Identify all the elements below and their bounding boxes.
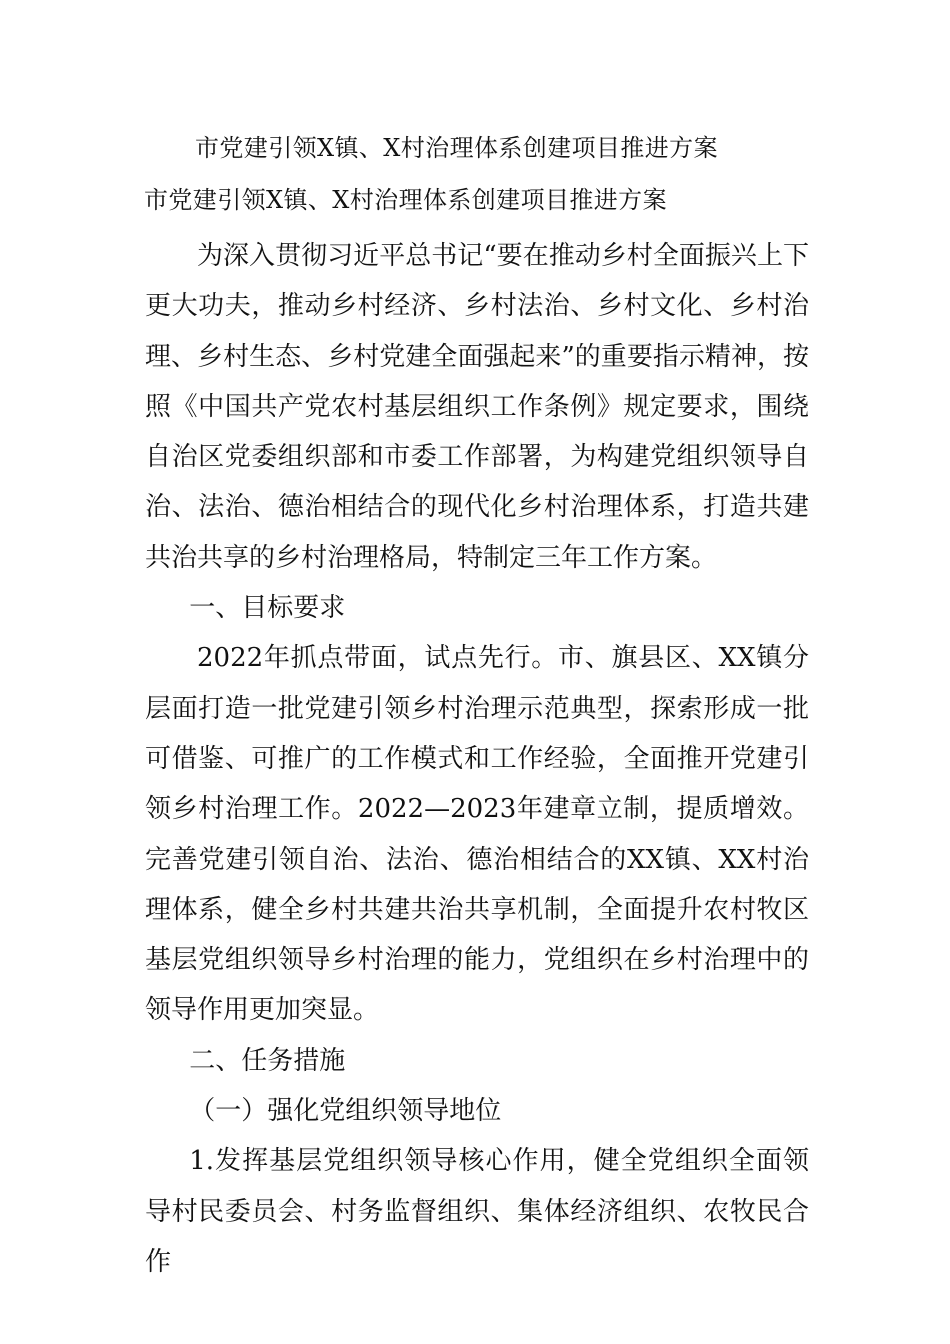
- document-title-line-1: 市党建引领X镇、X村治理体系创建项目推进方案: [195, 134, 718, 162]
- subsection-1-heading: （一）强化党组织领导地位: [189, 1096, 502, 1127]
- item-1-paragraph: 1.发挥基层党组织领导核心作用，健全党组织全面领导村民委员会、村务监督组织、集体经济组织、农牧民合作: [145, 1146, 809, 1277]
- section-1-heading: 一、目标要求: [189, 593, 346, 624]
- document-body: [145, 231, 809, 1287]
- document-title-line-2: 市党建引领X镇、X村治理体系创建项目推进方案: [144, 186, 667, 214]
- section-2-heading: 二、任务措施: [189, 1045, 346, 1076]
- section-1-paragraph: 2022年抓点带面，试点先行。市、旗县区、XX镇分层面打造一批党建引领乡村治理示范典型，探索形成一批可借鉴、可推广的工作模式和工作经验，全面推开党建引领乡村治理工作。2022—2023年建章立制，提质增效。完善党建引领自治、法治、德治相结合的XX镇、XX村治理体系，健全乡村共建共治共享机制，全面提升农村牧区基层党组织领导乡村治理的能力，党组织在乡村治理中的领导作用更加突显。: [145, 643, 809, 1026]
- intro-paragraph: 为深入贯彻习近平总书记“要在推动乡村全面振兴上下更大功夫，推动乡村经济、乡村法治、乡村文化、乡村治理、乡村生态、乡村党建全面强起来”的重要指示精神，按照《中国共产党农村基层组织工作条例》规定要求，围绕自治区党委组织部和市委工作部署，为构建党组织领导自治、法治、德治相结合的现代化乡村治理体系，打造共建共治共享的乡村治理格局，特制定三年工作方案。: [145, 241, 809, 573]
